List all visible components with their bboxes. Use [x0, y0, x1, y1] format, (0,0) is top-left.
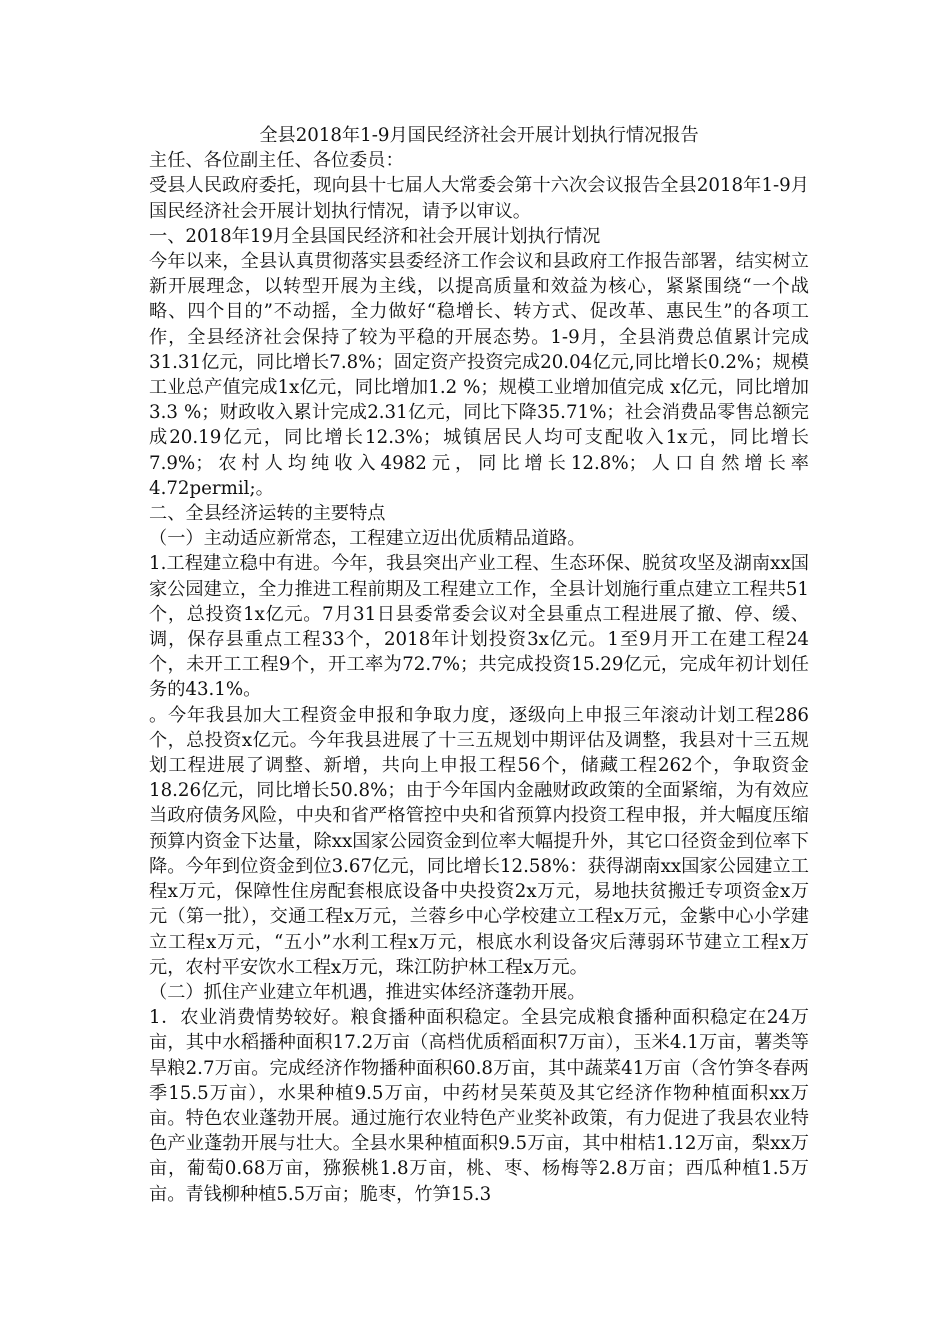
agriculture-paragraph: 1．农业消费情势较好。粮食播种面积稳定。全县完成粮食播种面积稳定在24万亩，其中水稻播种面积17.2万亩（高档优质稻面积7万亩），玉米4.1万亩，薯类等旱粮2.7万亩。完成经济作物播种面积60.8万亩，其中蔬菜41万亩（含竹笋冬春两季15.5万亩），水果种植9.5万亩，中药材吴茱萸及其它经济作物种植面积xx万亩。特色农业蓬勃开展。通过施行农业特色产业奖补政策，有力促进了我县农业特色产业蓬勃开展与壮大。全县水果种植面积9.5万亩，其中柑桔1.12万亩，梨xx万亩，葡萄0.68万亩，猕猴桃1.8万亩，桃、枣、杨梅等2.8万亩；西瓜种植1.5万亩。青钱柳种植5.5万亩；脆枣，竹笋15.3 — [149, 1007, 809, 1205]
intro-paragraph: 受县人民政府委托，现向县十七届人大常委会第十六次会议报告全县2018年1-9月国民经济社会开展计划执行情况，请予以审议。 — [149, 175, 809, 222]
project-paragraph: 1.工程建立稳中有进。今年，我县突出产业工程、生态环保、脱贫攻坚及湖南xx国家公园建立，全力推进工程前期及工程建立工作，全县计划施行重点建立工程共51个，总投资1x亿元。7月31日县委常委会议对全县重点工程进展了撤、停、缓、调，保存县重点工程33个，2018年计划投资3x亿元。1至9月开工在建工程24个，未开工工程9个，开工率为72.7%；共完成投资15.29亿元，完成年初计划任务的43.1%。 — [149, 553, 809, 701]
summary-paragraph: 今年以来，全县认真贯彻落实县委经济工作会议和县政府工作报告部署，结实树立新开展理念，以转型开展为主线，以提高质量和效益为核心，紧紧围绕“一个战略、四个目的”不动摇，全力做好“稳增长、转方式、促改革、惠民生”的各项工作，全县经济社会保持了较为平稳的开展态势。1-9月，全县消费总值累计完成31.31亿元，同比增长7.8%；固定资产投资完成20.04亿元,同比增长0.2%；规模工业总产值完成1x亿元，同比增加1.2 %；规模工业增加值完成 x亿元，同比增加3.3 %；财政收入累计完成2.31亿元，同比下降35.71%；社会消费品零售总额完成20.19亿元，同比增长12.3%；城镇居民人均可支配收入1x元，同比增长7.9%；农村人均纯收入4982元，同比增长12.8%；人口自然增长率4.72permil;。 — [149, 251, 809, 499]
section-heading-1: 一、2018年19月全县国民经济和社会开展计划执行情况 — [149, 225, 601, 247]
document-body — [149, 123, 809, 1207]
section-heading-2: 二、全县经济运转的主要特点 — [149, 503, 386, 525]
subsection-heading-1: （一）主动适应新常态，工程建立迈出优质精品道路。 — [149, 528, 586, 550]
salutation: 主任、各位副主任、各位委员： — [149, 150, 404, 172]
document-title: 全县2018年1-9月国民经济社会开展计划执行情况报告 — [259, 125, 699, 146]
funding-paragraph: 。今年我县加大工程资金申报和争取力度，逐级向上申报三年滚动计划工程286个，总投资x亿元。今年我县进展了十三五规划中期评估及调整，我县对十三五规划工程进展了调整、新增，共向上申报工程56个，储藏工程262个，争取资金18.26亿元，同比增长50.8%；由于今年国内金融财政政策的全面紧缩，为有效应当政府债务风险，中央和省严格管控中央和省预算内投资工程申报，并大幅度压缩预算内资金下达量，除xx国家公园资金到位率大幅提升外，其它口径资金到位率下降。今年到位资金到位3.67亿元，同比增长12.58%：获得湖南xx国家公园建立工程x万元，保障性住房配套根底设备中央投资2x万元，易地扶贫搬迁专项资金x万元（第一批），交通工程x万元，兰蓉乡中心学校建立工程x万元，金紫中心小学建立工程x万元，“五小”水利工程x万元，根底水利设备灾后薄弱环节建立工程x万元，农村平安饮水工程x万元，珠江防护林工程x万元。 — [149, 704, 809, 978]
subsection-heading-2: （二）抓住产业建立年机遇，推进实体经济蓬勃开展。 — [149, 981, 586, 1003]
